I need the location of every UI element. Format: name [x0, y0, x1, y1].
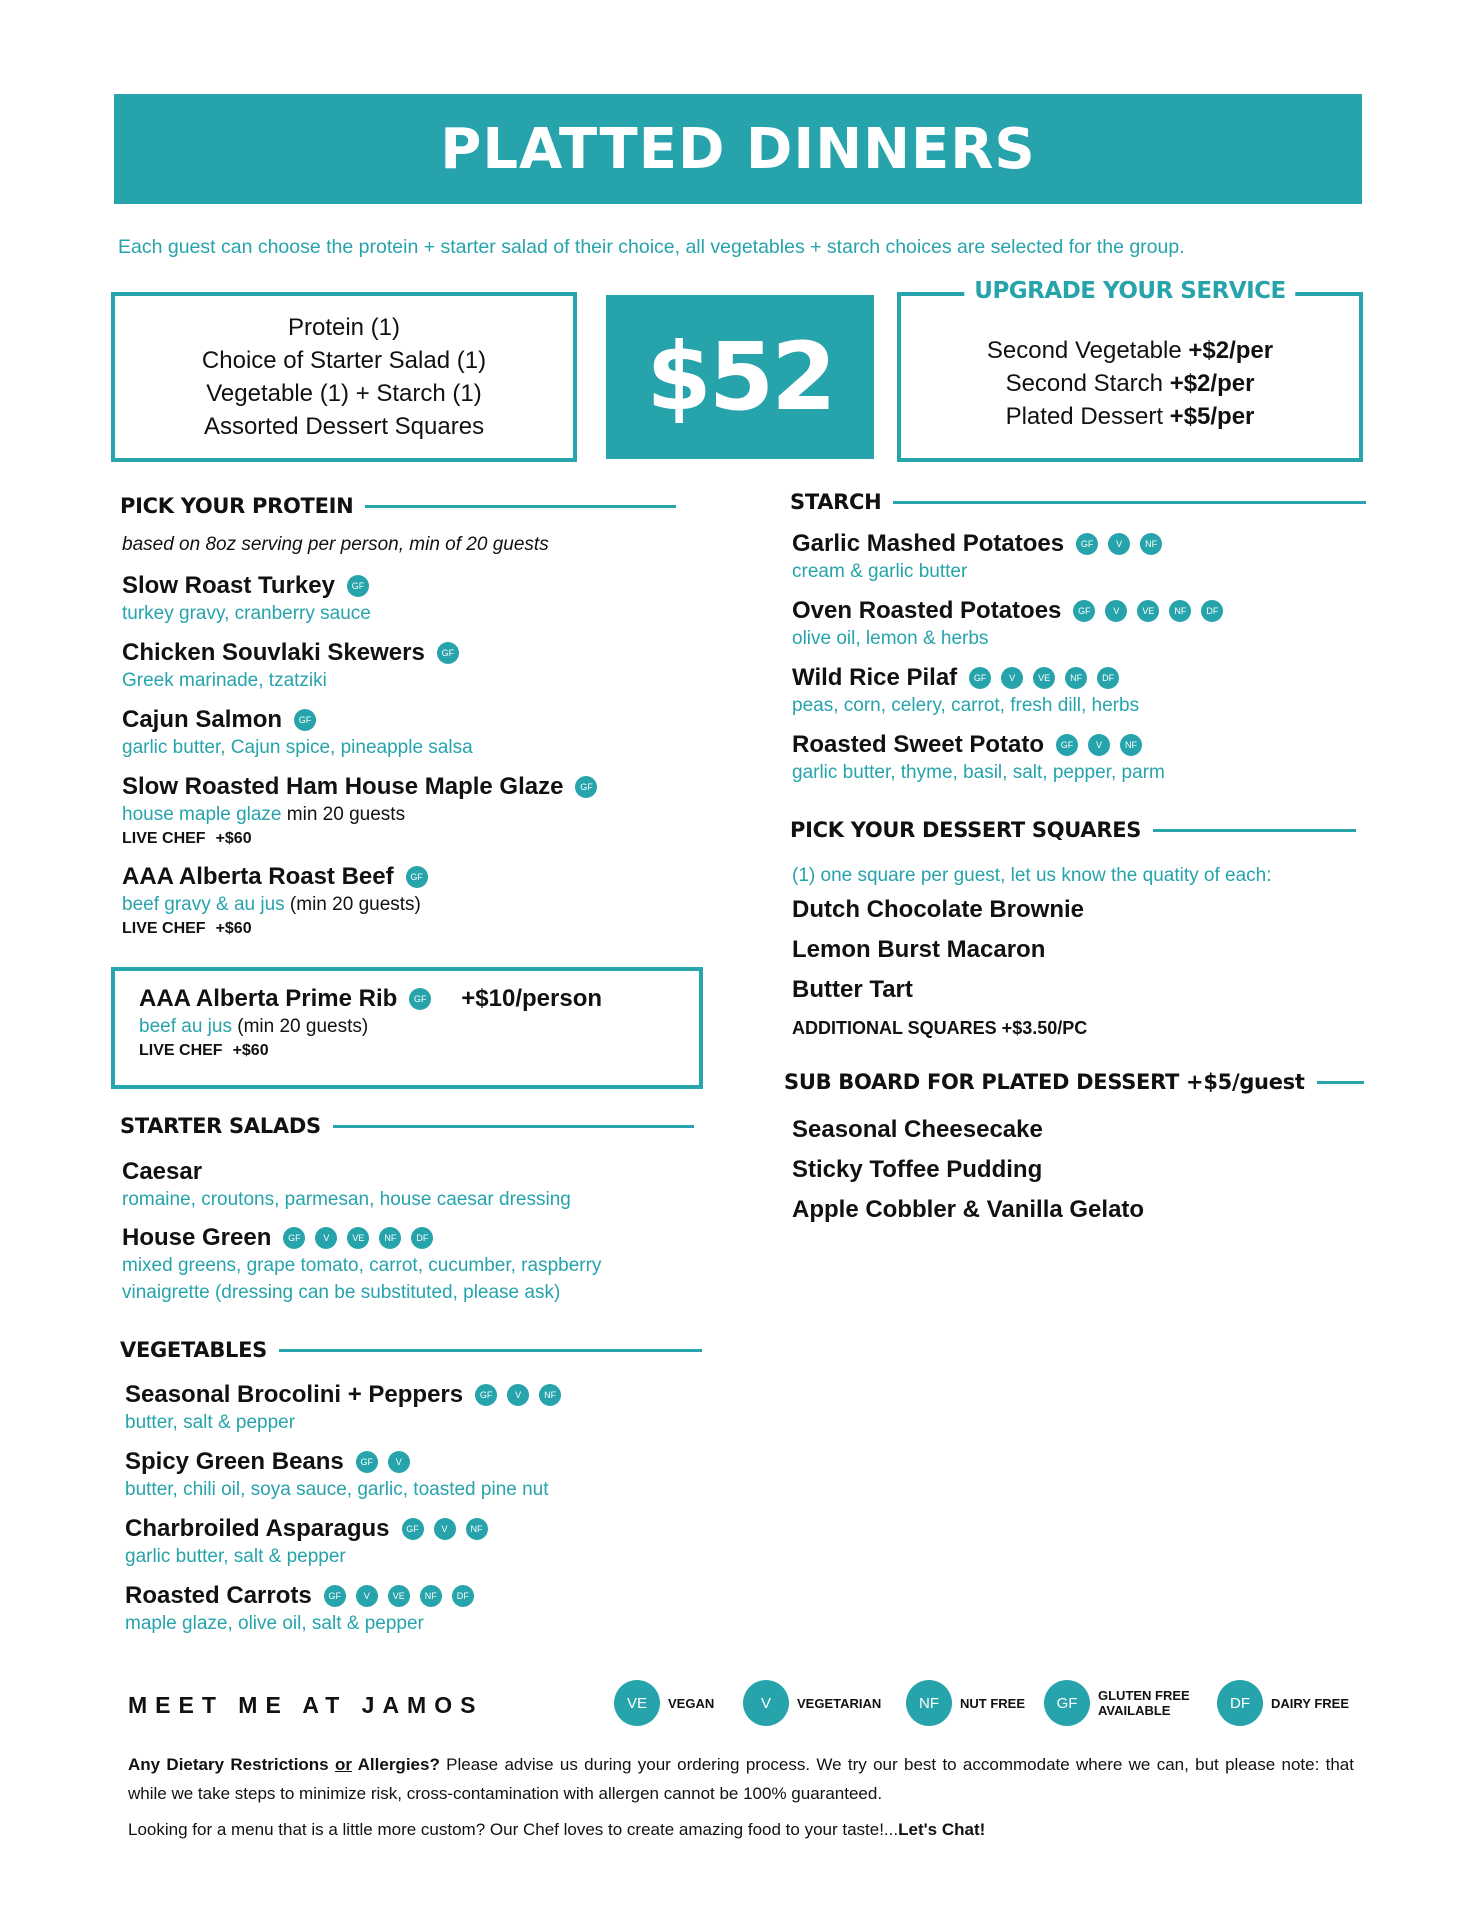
protein-item: [122, 572, 379, 625]
heading-rule: [1317, 1081, 1364, 1084]
nut-free-icon: NF: [1169, 600, 1191, 622]
prime-rib-box: [111, 967, 703, 1089]
vegan-icon: VE: [614, 1680, 660, 1726]
live-chef-price: +$60: [232, 1042, 269, 1059]
gluten-free-icon: GF: [402, 1518, 424, 1540]
live-chef-price: +$60: [215, 920, 252, 937]
nut-free-icon: NF: [906, 1680, 952, 1726]
custom-menu-notice: [128, 1820, 1354, 1840]
dessert-heading: [790, 818, 1356, 842]
item-name: Spicy Green Beans: [125, 1448, 344, 1475]
dairy-free-icon: DF: [1097, 667, 1119, 689]
vegetarian-icon: V: [1105, 600, 1127, 622]
upgrade-price: +$5/per: [1169, 402, 1255, 430]
upgrade-box: [897, 278, 1363, 462]
gluten-free-icon: GF: [347, 575, 369, 597]
legend-label: NUT FREE: [960, 1695, 1025, 1711]
item-desc: cream & garlic butter: [792, 561, 968, 582]
item-name: AAA Alberta Prime Rib: [139, 985, 398, 1012]
heading-rule: [333, 1125, 694, 1128]
salad-item: [122, 1224, 601, 1304]
gluten-free-icon: GF: [409, 988, 431, 1010]
item-name: Roasted Carrots: [125, 1582, 312, 1609]
item-desc: romaine, croutons, parmesan, house caesar dressing: [122, 1189, 571, 1210]
sub-board-item: Seasonal Cheesecake: [792, 1116, 1043, 1143]
heading-rule: [279, 1349, 702, 1352]
live-chef-label: LIVE CHEF: [122, 920, 206, 937]
live-chef: [122, 920, 438, 938]
intro-text: Each guest can choose the protein + starter salad of their choice, all vegetables + starch choices are selected for the group.: [118, 236, 1185, 258]
legend-vegan: [614, 1680, 714, 1726]
item-name: Slow Roast Turkey: [122, 572, 335, 599]
protein-item: [122, 773, 607, 848]
included-item: Protein (1): [287, 314, 401, 341]
gluten-free-icon: GF: [1056, 734, 1078, 756]
live-chef: [139, 1042, 675, 1060]
heading-rule: [365, 505, 676, 508]
legend-gluten-free: [1044, 1680, 1190, 1726]
legend-label: VEGETARIAN: [797, 1695, 882, 1711]
item-desc: garlic butter, Cajun spice, pineapple salsa: [122, 737, 473, 758]
item-name: Seasonal Brocolini + Peppers: [125, 1381, 464, 1408]
dairy-free-icon: DF: [1201, 600, 1223, 622]
item-name: AAA Alberta Roast Beef: [122, 863, 394, 890]
price-box: [606, 295, 874, 459]
item-desc: garlic butter, salt & pepper: [125, 1546, 346, 1567]
dietary-question: Any Dietary Restrictions: [128, 1755, 335, 1774]
heading-rule: [893, 501, 1366, 504]
legend-label: DAIRY FREE: [1271, 1695, 1350, 1711]
vegetarian-icon: V: [1108, 533, 1130, 555]
item-desc: peas, corn, celery, carrot, fresh dill, herbs: [792, 695, 1140, 716]
dietary-question: Allergies?: [351, 1755, 440, 1774]
vegetarian-icon: V: [743, 1680, 789, 1726]
heading-rule: [1153, 829, 1356, 832]
vegetarian-icon: V: [315, 1227, 337, 1249]
protein-item: [122, 863, 438, 938]
vegetarian-icon: V: [356, 1585, 378, 1607]
included-item: Choice of Starter Salad (1): [201, 347, 487, 374]
sub-board-item: Apple Cobbler & Vanilla Gelato: [792, 1196, 1145, 1223]
legend-vegetarian: [743, 1680, 881, 1726]
nut-free-icon: NF: [466, 1518, 488, 1540]
item-name: House Green: [122, 1224, 272, 1251]
item-desc: vinaigrette (dressing can be substituted, please ask): [122, 1282, 561, 1303]
item-desc: maple glaze, olive oil, salt & pepper: [125, 1613, 424, 1634]
gluten-free-icon: GF: [294, 709, 316, 731]
gluten-free-icon: GF: [283, 1227, 305, 1249]
item-desc: mixed greens, grape tomato, carrot, cucumber, raspberry: [122, 1255, 602, 1276]
legend-label: [1098, 1688, 1190, 1718]
vegan-icon: VE: [1137, 600, 1159, 622]
vegan-icon: VE: [1033, 667, 1055, 689]
item-desc: garlic butter, thyme, basil, salt, pepper, parm: [792, 762, 1165, 783]
gluten-free-icon: GF: [356, 1451, 378, 1473]
live-chef-label: LIVE CHEF: [122, 830, 206, 847]
additional-squares: ADDITIONAL SQUARES +$3.50/PC: [792, 1018, 1088, 1038]
legend-dairy-free: [1217, 1680, 1349, 1726]
gluten-free-icon: GF: [406, 866, 428, 888]
vegetable-item: [125, 1582, 484, 1635]
starch-heading: [790, 490, 1366, 514]
section-title: PICK YOUR DESSERT SQUARES: [790, 818, 1142, 842]
item-name: Cajun Salmon: [122, 706, 283, 733]
protein-item: [122, 639, 469, 692]
protein-heading: [120, 494, 676, 518]
nut-free-icon: NF: [379, 1227, 401, 1249]
dietary-text: Please advise us during your ordering process. We try our best to accommodate where we can, but please note: that while we take steps to minimize risk, cross-contamination with allergen cannot be 100% guaranteed.: [128, 1755, 1354, 1803]
protein-item: [122, 706, 473, 759]
price: $52: [646, 322, 834, 432]
vegetarian-icon: V: [434, 1518, 456, 1540]
live-chef: [122, 830, 607, 848]
nut-free-icon: NF: [420, 1585, 442, 1607]
starch-item: [792, 664, 1139, 717]
nut-free-icon: NF: [539, 1384, 561, 1406]
vegetarian-icon: V: [1001, 667, 1023, 689]
item-name: Oven Roasted Potatoes: [792, 597, 1062, 624]
item-name: Chicken Souvlaki Skewers: [122, 639, 425, 666]
item-name: Charbroiled Asparagus: [125, 1515, 390, 1542]
protein-note: based on 8oz serving per person, min of 20 guests: [122, 534, 549, 555]
starch-item: [792, 530, 1172, 583]
item-name: Wild Rice Pilaf: [792, 664, 958, 691]
vegan-icon: VE: [347, 1227, 369, 1249]
brand-name: MEET ME AT JAMOS: [128, 1692, 484, 1718]
item-desc-extra: min 20 guests: [281, 804, 406, 825]
vegetable-item: [125, 1448, 549, 1501]
live-chef-label: LIVE CHEF: [139, 1042, 223, 1059]
upgrade-label: Second Starch: [1005, 369, 1170, 397]
nut-free-icon: NF: [1065, 667, 1087, 689]
starch-item: [792, 731, 1165, 784]
vegetable-item: [125, 1381, 571, 1434]
vegetable-item: [125, 1515, 498, 1568]
item-desc: beef au jus: [139, 1016, 232, 1037]
included-item: Vegetable (1) + Starch (1): [206, 380, 482, 407]
dairy-free-icon: DF: [1217, 1680, 1263, 1726]
salads-heading: [120, 1114, 694, 1138]
sub-board-item: Sticky Toffee Pudding: [792, 1156, 1043, 1183]
included-item: Assorted Dessert Squares: [203, 413, 485, 440]
item-desc-extra: (min 20 guests): [231, 1016, 369, 1037]
item-name: Slow Roasted Ham House Maple Glaze: [122, 773, 564, 800]
dietary-or: or: [334, 1755, 352, 1774]
upgrade-item: [987, 334, 1273, 367]
item-desc: beef gravy & au jus: [122, 894, 285, 915]
dessert-item: Dutch Chocolate Brownie: [792, 896, 1085, 923]
legend-label-line: GLUTEN FREE: [1098, 1688, 1190, 1703]
item-desc: turkey gravy, cranberry sauce: [122, 603, 371, 624]
prime-rib-price: +$10/person: [461, 985, 603, 1012]
upgrade-price: +$2/per: [1188, 336, 1274, 364]
upgrade-item: [1006, 367, 1255, 400]
section-title: SUB BOARD FOR PLATED DESSERT +$5/guest: [784, 1070, 1305, 1094]
page-title: PLATTED DINNERS: [440, 116, 1036, 182]
section-title: STARTER SALADS: [120, 1114, 321, 1138]
item-desc: butter, chili oil, soya sauce, garlic, toasted pine nut: [125, 1479, 549, 1500]
upgrade-title: UPGRADE YOUR SERVICE: [964, 278, 1295, 304]
sub-board-heading: [784, 1070, 1364, 1094]
item-name: Garlic Mashed Potatoes: [792, 530, 1065, 557]
salad-item: [122, 1158, 571, 1211]
gluten-free-icon: GF: [969, 667, 991, 689]
header-banner: [114, 94, 1362, 204]
upgrade-item: [1006, 400, 1255, 433]
legend-label: VEGAN: [668, 1695, 715, 1711]
gluten-free-icon: GF: [475, 1384, 497, 1406]
item-desc: house maple glaze: [122, 804, 282, 825]
vegetarian-icon: V: [1088, 734, 1110, 756]
vegan-icon: VE: [388, 1585, 410, 1607]
gluten-free-icon: GF: [575, 776, 597, 798]
dessert-item: Lemon Burst Macaron: [792, 936, 1046, 963]
gluten-free-icon: GF: [1073, 600, 1095, 622]
nut-free-icon: NF: [1120, 734, 1142, 756]
dessert-item: Butter Tart: [792, 976, 913, 1003]
item-name: Caesar: [122, 1158, 203, 1185]
dairy-free-icon: DF: [452, 1585, 474, 1607]
vegetarian-icon: V: [388, 1451, 410, 1473]
vegetarian-icon: V: [507, 1384, 529, 1406]
item-name: Roasted Sweet Potato: [792, 731, 1045, 758]
dessert-note: (1) one square per guest, let us know the quatity of each:: [792, 865, 1272, 886]
starch-item: [792, 597, 1233, 650]
item-desc: butter, salt & pepper: [125, 1412, 296, 1433]
gluten-free-icon: GF: [1076, 533, 1098, 555]
section-title: STARCH: [790, 490, 882, 514]
dietary-notice: [128, 1750, 1354, 1808]
vegetables-heading: [120, 1338, 702, 1362]
upgrade-label: Plated Dessert: [1005, 402, 1170, 430]
included-box: [111, 292, 577, 462]
upgrade-price: +$2/per: [1169, 369, 1255, 397]
gluten-free-icon: GF: [324, 1585, 346, 1607]
legend-nut-free: [906, 1680, 1025, 1726]
legend-label-line: AVAILABLE: [1098, 1703, 1171, 1718]
custom-text: Looking for a menu that is a little more custom? Our Chef loves to create amazing food to your taste!...: [128, 1820, 899, 1839]
section-title: PICK YOUR PROTEIN: [120, 494, 354, 518]
item-desc: Greek marinade, tzatziki: [122, 670, 327, 691]
item-desc-extra: (min 20 guests): [284, 894, 421, 915]
lets-chat-link[interactable]: Let's Chat!: [898, 1820, 986, 1839]
live-chef-price: +$60: [215, 830, 252, 847]
section-title: VEGETABLES: [120, 1338, 267, 1362]
gluten-free-icon: GF: [437, 642, 459, 664]
item-desc: olive oil, lemon & herbs: [792, 628, 989, 649]
gluten-free-icon: GF: [1044, 1680, 1090, 1726]
nut-free-icon: NF: [1140, 533, 1162, 555]
dairy-free-icon: DF: [411, 1227, 433, 1249]
upgrade-label: Second Vegetable: [986, 336, 1189, 364]
